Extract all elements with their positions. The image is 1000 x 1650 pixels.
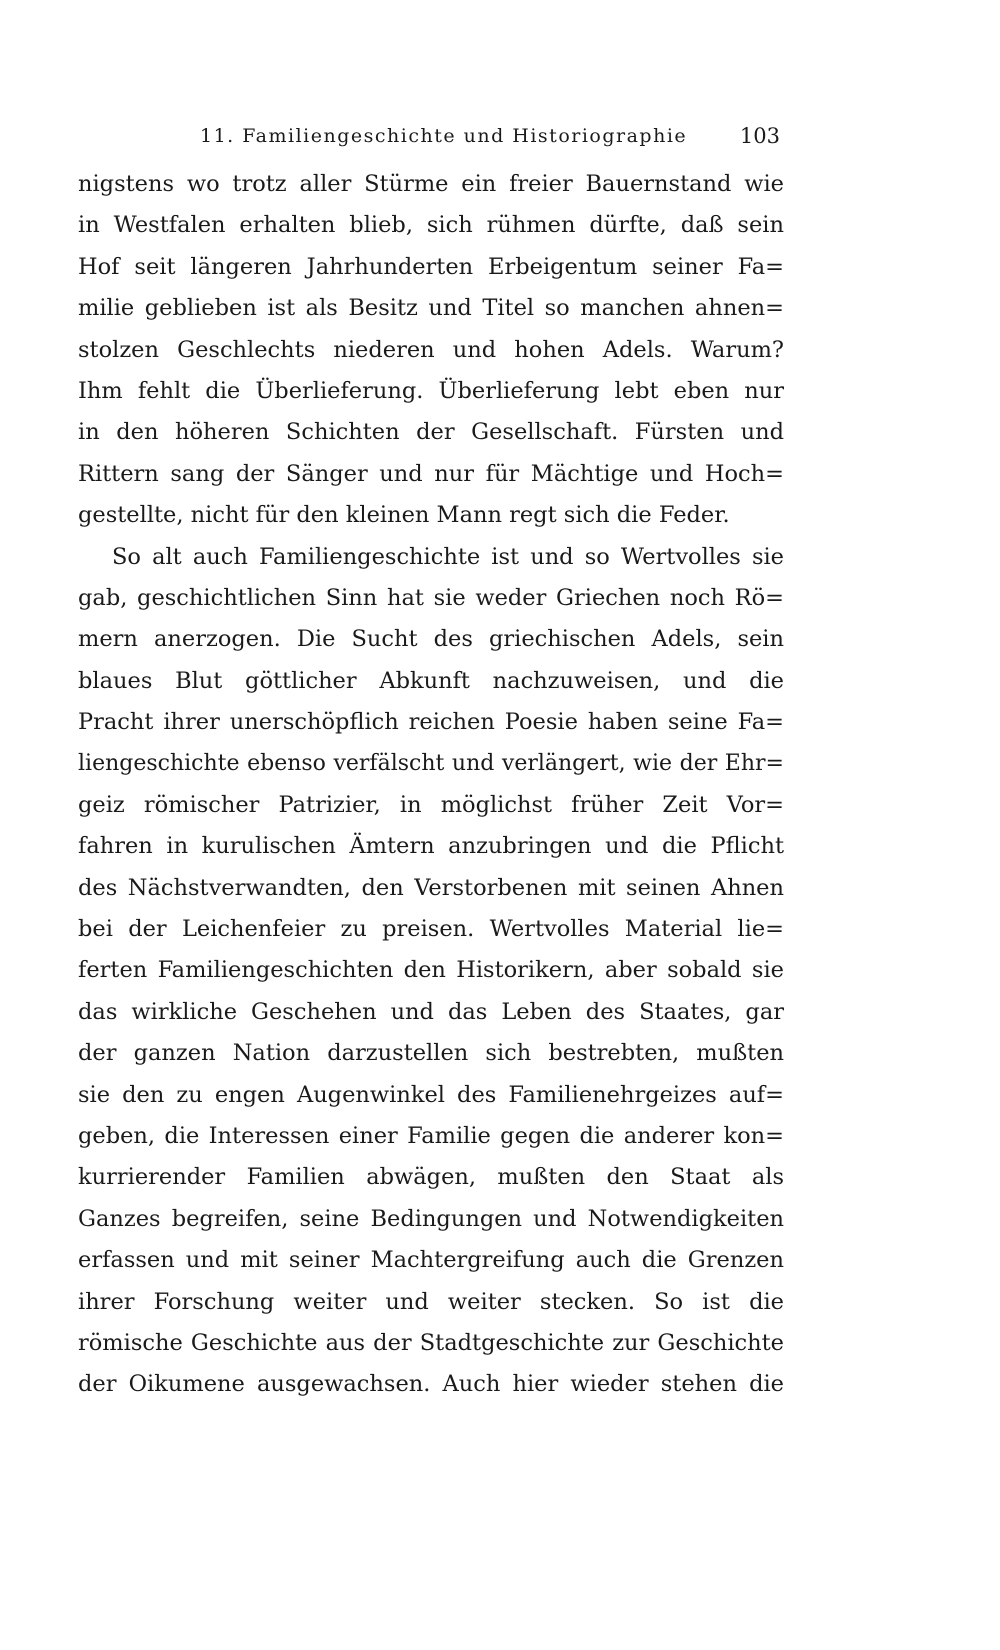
running-head: [200, 122, 780, 150]
text-line: erfassen und mit seiner Machtergreifung auch die Grenzen: [78, 1247, 784, 1274]
text-line: kurrierender Familien abwägen, mußten den Staat als: [78, 1164, 784, 1191]
text-line: bei der Leichenfeier zu preisen. Wertvolles Material lie=: [78, 916, 784, 943]
body-text: [78, 164, 784, 1406]
text-line: blaues Blut göttlicher Abkunft nachzuweisen, und die: [78, 667, 784, 694]
text-line: nigstens wo trotz aller Stürme ein freier Bauernstand wie: [78, 171, 784, 197]
text-line: gestellte, nicht für den kleinen Mann regt sich die Feder.: [78, 502, 730, 529]
text-line: in Westfalen erhalten blieb, sich rühmen dürfte, daß sein: [78, 212, 784, 239]
page-number: 103: [739, 124, 780, 148]
text-line: So alt auch Familiengeschichte ist und so Wertvolles sie: [112, 543, 784, 570]
text-line: geiz römischer Patrizier, in möglichst früher Zeit Vor=: [78, 791, 784, 818]
text-line: liengeschichte ebenso verfälscht und verlängert, wie der Ehr=: [78, 751, 784, 777]
text-line: römische Geschichte aus der Stadtgeschichte zur Geschichte: [78, 1329, 784, 1356]
text-line: in den höheren Schichten der Gesellschaft. Fürsten und: [78, 419, 784, 446]
text-line: milie geblieben ist als Besitz und Titel so manchen ahnen=: [78, 295, 784, 322]
text-line: der ganzen Nation darzustellen sich bestrebten, mußten: [78, 1040, 784, 1067]
text-line: fahren in kurulischen Ämtern anzubringen und die Pflicht: [78, 833, 784, 860]
text-line: Hof seit längeren Jahrhunderten Erbeigentum seiner Fa=: [78, 253, 784, 280]
text-line: das wirkliche Geschehen und das Leben des Staates, gar: [78, 998, 784, 1025]
text-line: stolzen Geschlechts niederen und hohen Adels. Warum?: [78, 336, 784, 363]
text-line: Rittern sang der Sänger und nur für Mächtige und Hoch=: [78, 460, 784, 487]
text-line: gab, geschichtlichen Sinn hat sie weder Griechen noch Rö=: [78, 584, 784, 611]
text-line: ferten Familiengeschichten den Historikern, aber sobald sie: [78, 957, 784, 984]
text-line: der Oikumene ausgewachsen. Auch hier wieder stehen die: [78, 1371, 784, 1398]
text-line: Pracht ihrer unerschöpflich reichen Poesie haben seine Fa=: [78, 709, 784, 736]
running-title: 11. Familiengeschichte und Historiographie: [200, 125, 688, 147]
text-line: sie den zu engen Augenwinkel des Familienehrgeizes auf=: [78, 1081, 784, 1108]
text-line: Ganzes begreifen, seine Bedingungen und Notwendigkeiten: [78, 1205, 784, 1232]
text-line: mern anerzogen. Die Sucht des griechischen Adels, sein: [78, 626, 784, 653]
text-line: geben, die Interessen einer Familie gegen die anderer kon=: [78, 1122, 784, 1149]
text-line: des Nächstverwandten, den Verstorbenen mit seinen Ahnen: [78, 874, 784, 901]
text-line: ihrer Forschung weiter und weiter stecken. So ist die: [78, 1288, 784, 1315]
text-line: Ihm fehlt die Überlieferung. Überlieferung lebt eben nur: [78, 377, 784, 404]
